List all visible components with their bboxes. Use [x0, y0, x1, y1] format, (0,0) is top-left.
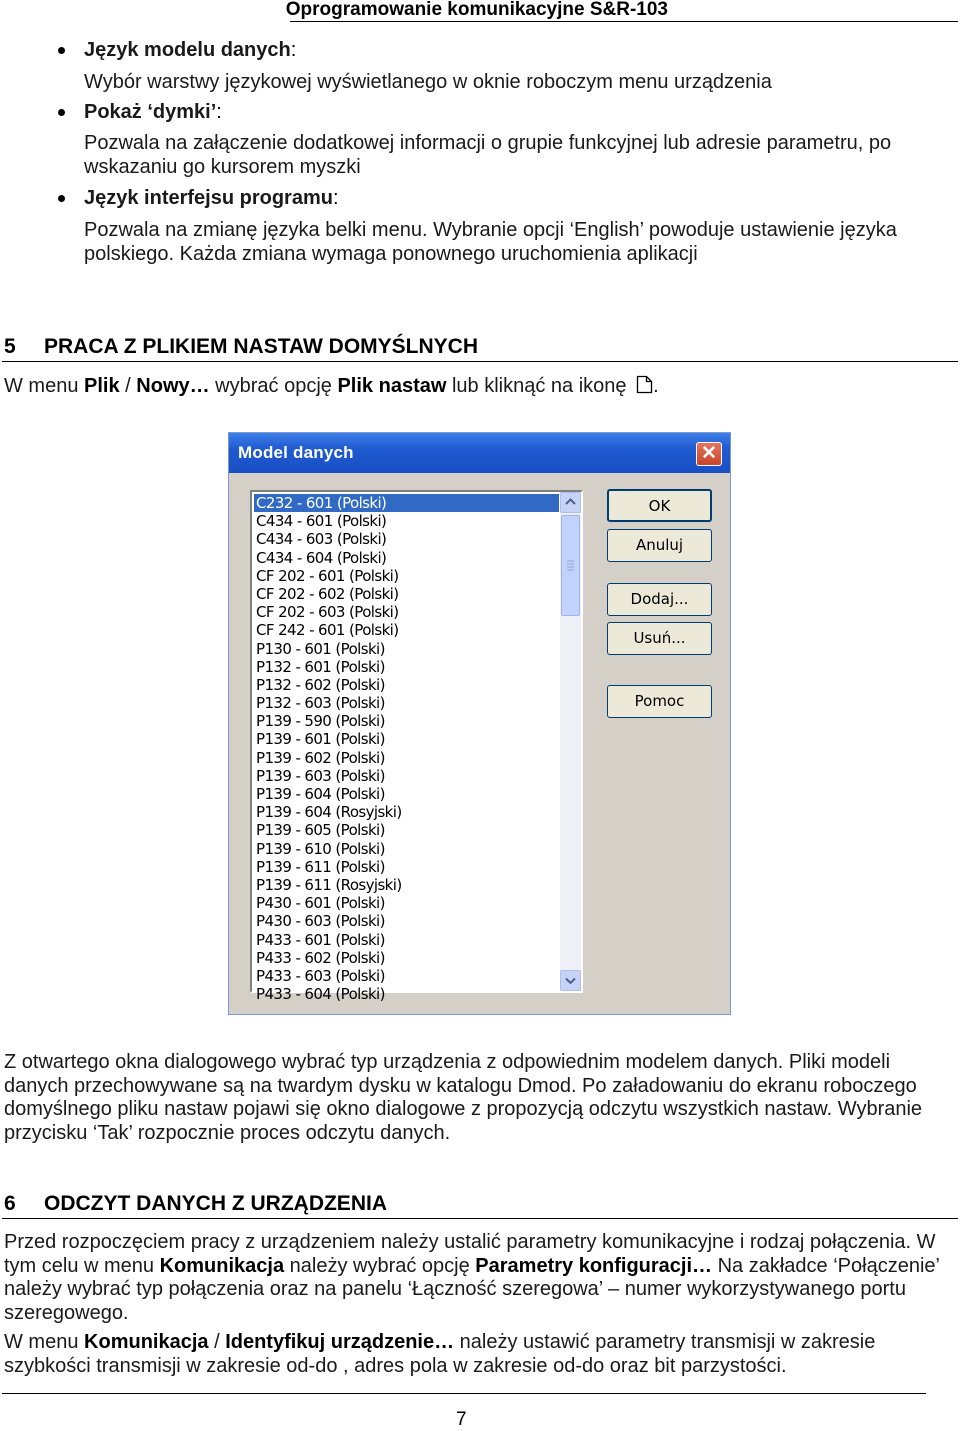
text-run: W menu	[4, 375, 85, 397]
section-6-paragraph-1	[4, 1231, 956, 1325]
bullet-title: Język interfejsu programu	[84, 187, 333, 209]
bullet-suffix: :	[332, 187, 339, 209]
list-item[interactable]: P139 - 605 (Polski)	[256, 821, 385, 840]
vertical-scrollbar[interactable]	[560, 492, 581, 991]
text-run: /	[119, 375, 137, 397]
chevron-down-icon	[561, 971, 580, 990]
bullet-description: Pozwala na zmianę języka belki menu. Wybranie opcji ‘English’ powoduje ustawienie języka polskiego. Każda zmiana wymaga ponownego uruchomienia aplikacji	[84, 219, 897, 265]
text-run: wybrać opcję	[209, 375, 338, 397]
list-item[interactable]: P433 - 602 (Polski)	[256, 948, 385, 967]
list-item[interactable]: CF 242 - 601 (Polski)	[256, 621, 399, 640]
text-run: /	[208, 1331, 226, 1353]
ok-button[interactable]: OK	[607, 489, 712, 522]
page-header-title: Oprogramowanie komunikacyjne S&R-103	[285, 0, 668, 20]
section-title: PRACA Z PLIKIEM NASTAW DOMYŚLNYCH	[44, 335, 478, 358]
bullet-suffix: :	[290, 39, 297, 61]
remove-button[interactable]: Usuń...	[607, 622, 712, 655]
list-item[interactable]: P132 - 602 (Polski)	[256, 675, 385, 694]
list-item[interactable]: P132 - 603 (Polski)	[256, 694, 385, 713]
list-item[interactable]: P433 - 601 (Polski)	[256, 930, 385, 949]
scroll-thumb[interactable]	[561, 515, 580, 616]
bullet-icon	[58, 195, 65, 202]
list-item[interactable]: P139 - 610 (Polski)	[256, 839, 385, 858]
list-item[interactable]: P430 - 603 (Polski)	[256, 912, 385, 931]
menu-plik: Plik	[84, 375, 120, 397]
menu-nowy: Nowy…	[136, 375, 210, 397]
bullet-item	[0, 100, 960, 124]
close-icon: ✕	[701, 443, 717, 464]
bullet-description: Wybór warstwy językowej wyświetlanego w oknie roboczym menu urządzenia	[84, 71, 772, 93]
scroll-down-button[interactable]	[560, 970, 581, 991]
bullet-suffix: :	[216, 101, 222, 123]
list-item[interactable]: P139 - 601 (Polski)	[256, 730, 385, 749]
settings-bullet-list	[0, 36, 960, 266]
list-item[interactable]: P430 - 601 (Polski)	[256, 894, 385, 913]
model-danych-dialog	[228, 432, 731, 1015]
dialog-title: Model danych	[238, 443, 354, 462]
list-item[interactable]: P139 - 603 (Polski)	[256, 766, 385, 785]
list-item[interactable]: P139 - 611 (Polski)	[256, 857, 385, 876]
close-button[interactable]	[696, 442, 722, 466]
list-item[interactable]: P139 - 590 (Polski)	[256, 712, 385, 731]
scroll-up-button[interactable]	[560, 492, 581, 513]
list-item[interactable]: CF 202 - 603 (Polski)	[256, 603, 399, 622]
list-item[interactable]: C434 - 604 (Polski)	[256, 548, 387, 567]
text-run: Na zakładce ‘Połączenie’ należy wybrać typ połączenia oraz na panelu ‘Łączność szeregowa’ – numer wykorzystywanego portu szeregowego.	[4, 1254, 940, 1324]
list-item[interactable]: C434 - 603 (Polski)	[256, 530, 387, 549]
text-run: .	[653, 375, 659, 397]
list-item[interactable]: P132 - 601 (Polski)	[256, 657, 385, 676]
section-6-paragraph-2	[4, 1331, 956, 1378]
list-item[interactable]: CF 202 - 602 (Polski)	[256, 584, 399, 603]
list-item[interactable]: P130 - 601 (Polski)	[256, 639, 385, 658]
text-run: Przed rozpoczęciem pracy z urządzeniem należy ustalić parametry komunikacyjne i rodzaj połączenia. W tym celu w menu	[4, 1231, 936, 1277]
list-item[interactable]: P139 - 604 (Rosyjski)	[256, 803, 402, 822]
list-item[interactable]: CF 202 - 601 (Polski)	[256, 566, 399, 585]
page-number: 7	[456, 1409, 467, 1430]
list-item[interactable]: P139 - 611 (Rosyjski)	[256, 875, 402, 894]
bullet-item	[0, 186, 960, 210]
header-rule	[290, 21, 958, 22]
text-run: należy ustawić parametry transmisji w zakresie szybkości transmisji w zakresie od-do , adres pola w zakresie od-do oraz bit parzystości.	[4, 1331, 876, 1377]
list-item[interactable]: C232 - 601 (Polski)	[254, 494, 559, 512]
option-parametry-konfiguracji: Parametry konfiguracji…	[475, 1254, 713, 1277]
add-button[interactable]: Dodaj...	[607, 583, 712, 616]
chevron-up-icon	[561, 493, 580, 512]
text-run: lub kliknąć na ikonę	[446, 375, 633, 397]
new-file-icon	[636, 375, 653, 401]
section-6-heading	[4, 1191, 387, 1217]
bullet-description: Pozwala na załączenie dodatkowej informacji o grupie funkcyjnej lub adresie parametru, po wskazaniu go kursorem myszki	[84, 132, 892, 178]
model-listbox[interactable]	[250, 490, 583, 1004]
list-item[interactable]: C434 - 601 (Polski)	[256, 512, 387, 531]
footer-rule	[2, 1393, 926, 1394]
section-rule	[2, 1218, 958, 1219]
list-item[interactable]: P139 - 604 (Polski)	[256, 785, 385, 803]
bullet-item	[0, 38, 960, 62]
text-run: należy wybrać opcję	[284, 1254, 476, 1277]
text-run: W menu	[4, 1331, 85, 1353]
section-5-description: Z otwartego okna dialogowego wybrać typ urządzenia z odpowiednim modelem danych. Pliki modeli danych przechowywane są na twardym dysku w katalogu Dmod. Po załadowaniu do ekranu roboczego domyślnego pliku nastaw pojawi się okno dialogowe z propozycją odczytu wszystkich nastaw. Wybranie przycisku ‘Tak’ rozpocznie proces odczytu danych.	[4, 1051, 923, 1144]
list-item[interactable]: P433 - 604 (Polski)	[256, 985, 385, 1004]
bullet-icon	[58, 47, 65, 54]
bullet-icon	[58, 109, 65, 116]
section-rule	[2, 361, 958, 362]
menu-komunikacja: Komunikacja	[159, 1254, 285, 1277]
section-5-intro	[4, 375, 956, 401]
help-button[interactable]: Pomoc	[607, 685, 712, 718]
section-number: 5	[4, 335, 16, 358]
grip-icon	[562, 516, 579, 615]
dialog-titlebar[interactable]	[229, 433, 730, 473]
list-item[interactable]: P139 - 602 (Polski)	[256, 748, 385, 767]
section-title: ODCZYT DANYCH Z URZĄDZENIA	[44, 1192, 387, 1215]
section-number: 6	[4, 1192, 16, 1215]
section-5-heading	[4, 334, 478, 360]
bullet-title: Pokaż ‘dymki’	[84, 101, 217, 123]
option-plik-nastaw: Plik nastaw	[337, 375, 447, 397]
cancel-button[interactable]: Anuluj	[607, 529, 712, 562]
bullet-title: Język modelu danych	[84, 39, 291, 61]
option-identyfikuj-urzadzenie: Identyfikuj urządzenie…	[225, 1331, 455, 1353]
model-list	[254, 494, 559, 1003]
list-item[interactable]: P433 - 603 (Polski)	[256, 966, 385, 985]
menu-komunikacja: Komunikacja	[84, 1331, 209, 1353]
